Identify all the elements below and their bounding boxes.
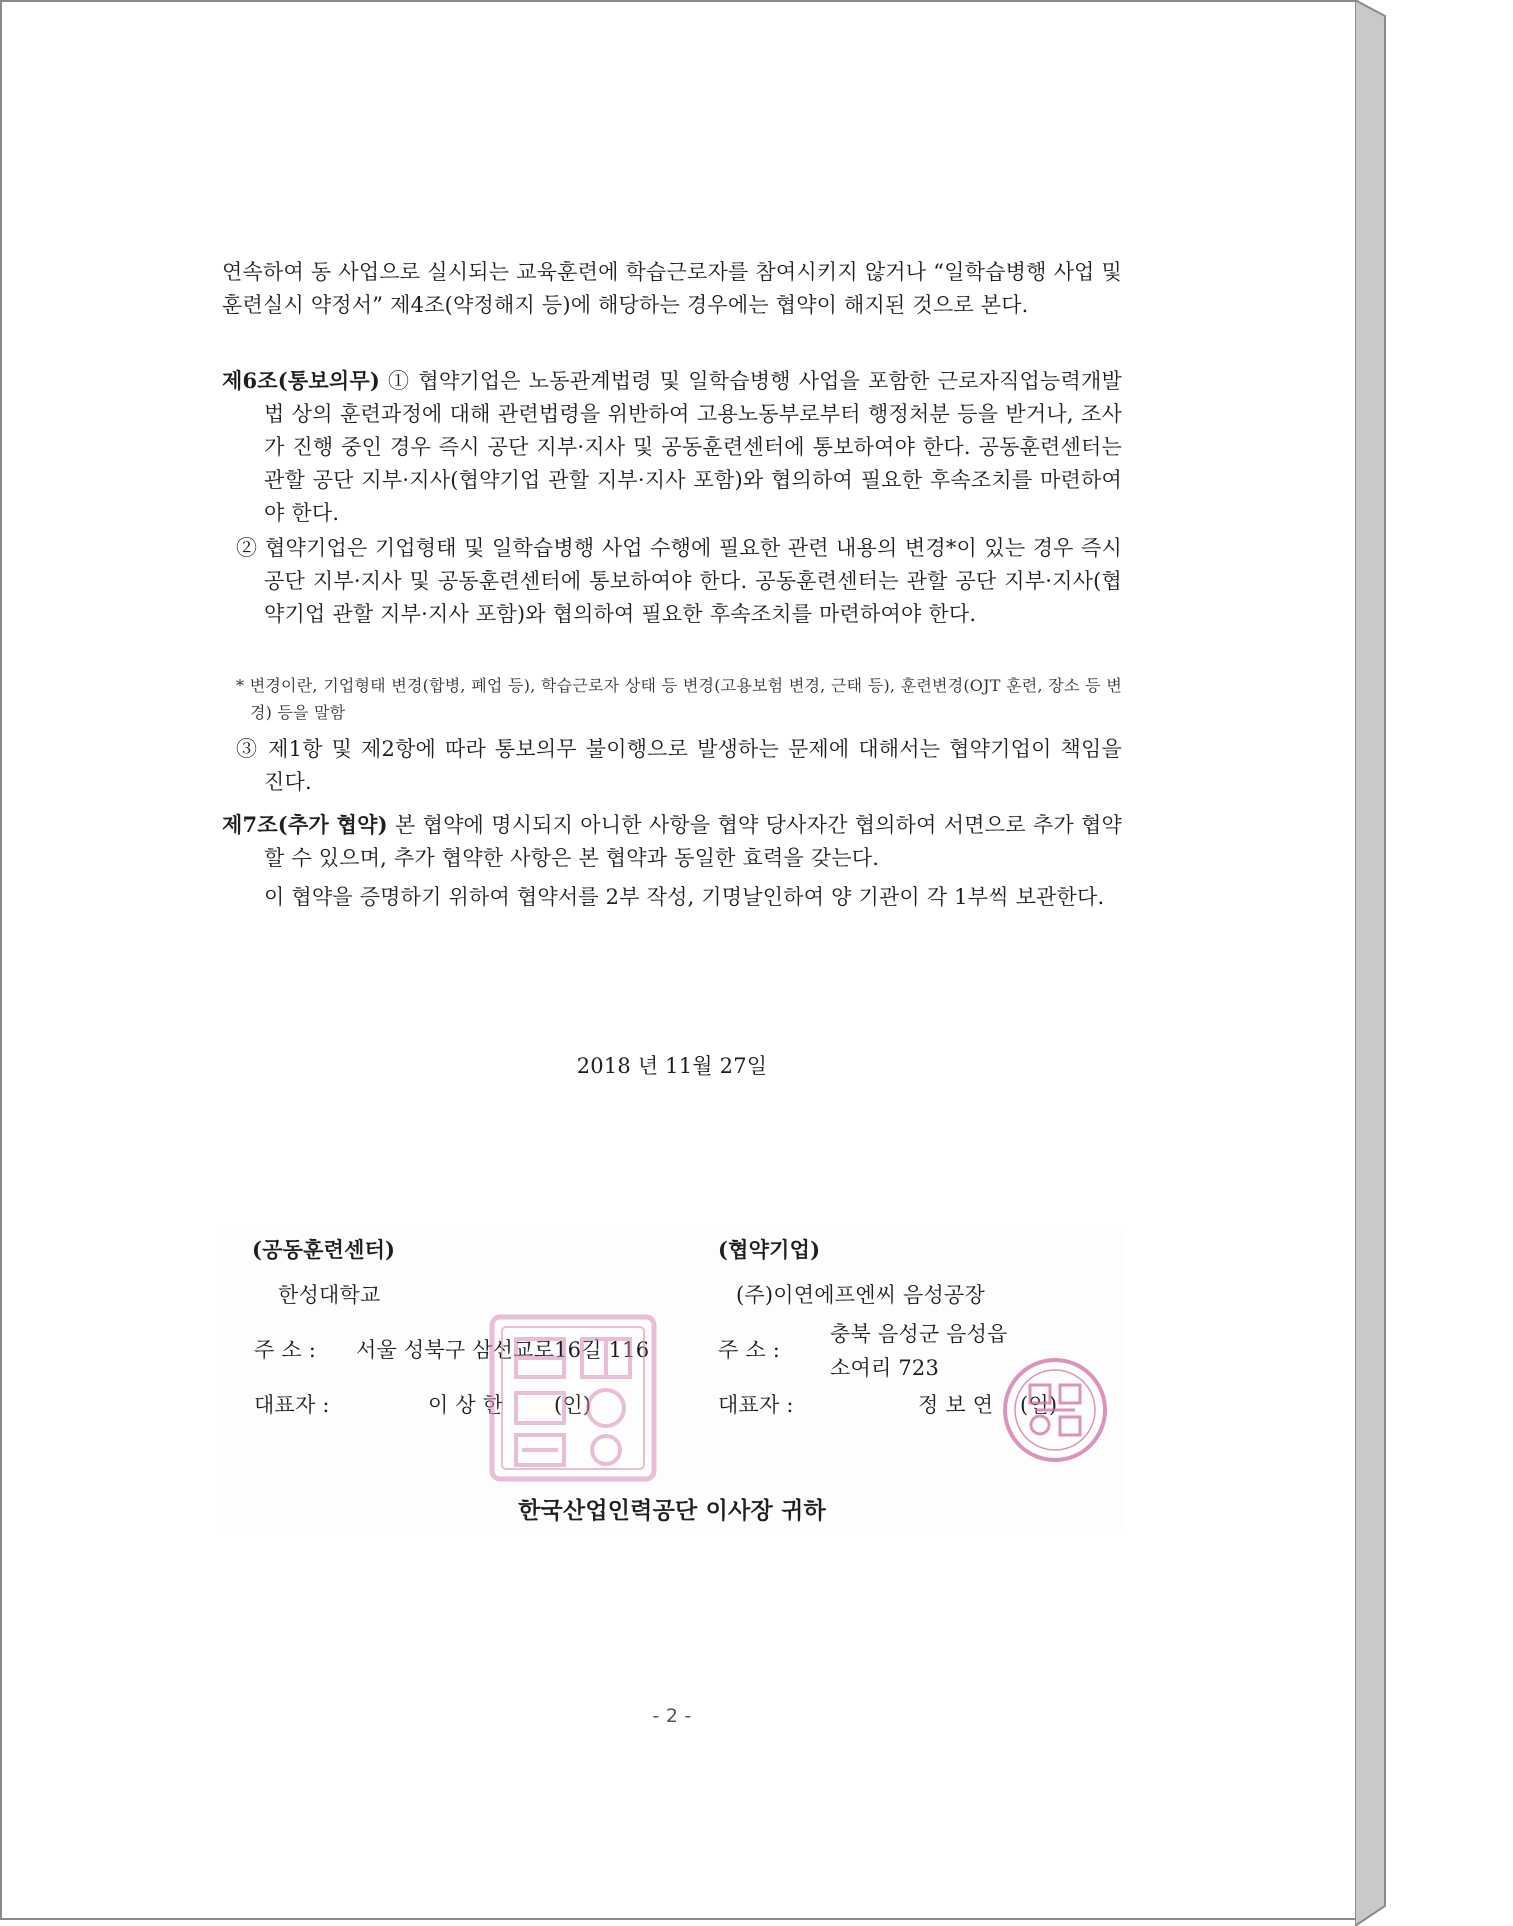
article-6-clause-2: ② 협약기업은 기업형태 및 일학습병행 사업 수행에 필요한 관련 내용의 변경*이 있는 경우 즉시 공단 지부·지사 및 공동훈련센터에 통보하여야 한다. 공동훈련센터는 관할 공단 지부·지사(협약기업 관할 지부·지사 포함)와 협의하여 필요한 후속조치를 마련하여야 한다. (236, 536, 1122, 626)
article-6-title: 제6조(통보의무) (222, 368, 380, 393)
article-6-clause-3: ③ 제1항 및 제2항에 따라 통보의무 불이행으로 발생하는 문제에 대해서는 협약기업이 책임을 진다. (236, 737, 1122, 794)
article-6-clause-1 (222, 364, 1122, 530)
left-party-heading: (공동훈련센터) (252, 1237, 396, 1262)
right-rep-name: 정 보 연 (918, 1393, 994, 1417)
closing-statement: 이 협약을 증명하기 위하여 협약서를 2부 작성, 기명날인하여 양 기관이 각 1부씩 보관한다. (264, 885, 1105, 909)
right-seal-mark: (인) (1020, 1393, 1058, 1417)
agreement-date: 2018 년 11월 27일 (576, 1054, 768, 1078)
article-7-text: 본 협약에 명시되지 아니한 사항을 협약 당사자간 협의하여 서면으로 추가 협약할 수 있으며, 추가 협약한 사항은 본 협약과 동일한 효력을 갖는다. (264, 813, 1122, 870)
article-6-clause-1-text: ① 협약기업은 노동관계법령 및 일학습병행 사업을 포함한 근로자직업능력개발법 상의 훈련과정에 대해 관련법령을 위반하여 고용노동부로부터 행정처분 등을 받거나, 조사가 진행 중인 경우 즉시 공단 지부·지사 및 공동훈련센터에 통보하여야 한다. 공동훈련센터는 관할 공단 지부·지사(협약기업 관할 지부·지사 포함)와 협의하여 필요한 후속조치를 마련하여야 한다. (264, 369, 1122, 525)
article-7-title: 제7조(추가 협약) (222, 812, 388, 837)
document-body (222, 0, 1124, 1926)
article-7 (222, 808, 1122, 875)
right-address-line1: 충북 음성군 음성읍 (830, 1322, 1008, 1346)
right-address-line2: 소여리 723 (830, 1356, 940, 1380)
company-seal-icon (1000, 1355, 1110, 1465)
left-seal-mark: (인) (554, 1393, 592, 1417)
change-definition-note: * 변경이란, 기업형태 변경(합병, 폐업 등), 학습근로자 상태 등 변경(고용보험 변경, 근태 등), 훈련변경(OJT 훈련, 장소 등 변경) 등을 말함 (236, 676, 1122, 722)
right-party-name: (주)이연에프엔씨 음성공장 (736, 1283, 986, 1307)
left-rep-label: 대표자 : (254, 1393, 330, 1417)
left-address: 서울 성북구 삼선교로16길 116 (356, 1338, 650, 1362)
institution-seal-icon (488, 1313, 658, 1483)
page-number: - 2 - (652, 1705, 692, 1727)
right-address-label: 주 소 : (718, 1338, 780, 1362)
addressee-footer: 한국산업인력공단 이사장 귀하 (518, 1497, 826, 1524)
left-rep-name: 이 상 한 (428, 1393, 504, 1417)
right-rep-label: 대표자 : (718, 1393, 794, 1417)
left-address-label: 주 소 : (254, 1338, 316, 1362)
page-edge-shadow (1355, 0, 1513, 1926)
paragraph-termination: 연속하여 동 사업으로 실시되는 교육훈련에 학습근로자를 참여시키지 않거나 “일학습병행 사업 및 훈련실시 약정서” 제4조(약정해지 등)에 해당하는 경우에는 협약이 해지된 것으로 본다. (222, 260, 1122, 317)
right-party-heading: (협약기업) (718, 1237, 821, 1262)
left-party-name: 한성대학교 (278, 1283, 381, 1307)
